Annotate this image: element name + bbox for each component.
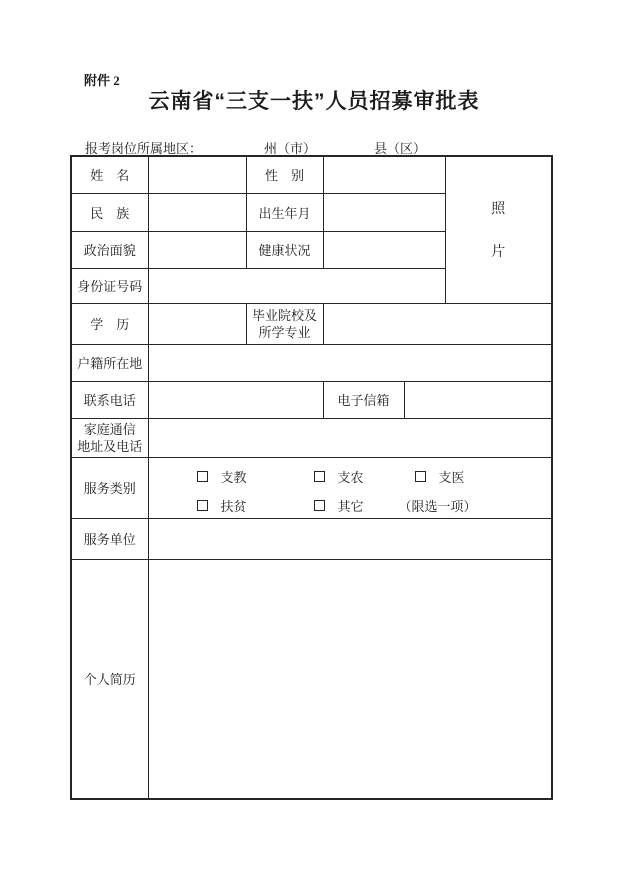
attachment-label: 附件 2: [84, 73, 120, 88]
health-status-value-cell: [323, 231, 445, 268]
table-row: [71, 381, 552, 418]
education-label: 学 历: [71, 303, 148, 344]
table-row: [71, 418, 552, 457]
checkbox-icon: [197, 500, 208, 511]
id-number-label: 身份证号码: [71, 268, 148, 303]
table-row: [71, 518, 552, 559]
name-value-cell: [148, 156, 246, 193]
household-registration-label: 户籍所在地: [71, 344, 148, 381]
contact-phone-value-cell: [148, 381, 323, 418]
email-value-cell: [404, 381, 552, 418]
option-fupin: [197, 496, 247, 515]
email-label: 电子信箱: [323, 381, 404, 418]
checkbox-icon: [415, 471, 426, 482]
service-unit-label: 服务单位: [71, 518, 148, 559]
birth-date-value-cell: [323, 193, 445, 231]
gender-label: 性 别: [246, 156, 323, 193]
health-status-label: 健康状况: [246, 231, 323, 268]
option-qita-label: 其它: [337, 499, 364, 514]
photo-placeholder: [446, 198, 552, 261]
region-prefix-label: 报考岗位所属地区：: [85, 141, 203, 156]
service-category-options-cell: [148, 457, 552, 518]
personal-resume-value-cell: [148, 559, 552, 799]
photo-cell: [445, 156, 552, 303]
checkbox-icon: [314, 471, 325, 482]
personal-resume-label: 个人简历: [71, 559, 148, 799]
option-zhinong-label: 支农: [337, 470, 364, 485]
graduate-school-label: 毕业院校及 所学专业: [246, 303, 323, 344]
home-address-value-cell: [148, 418, 552, 457]
table-row: [71, 457, 552, 518]
political-status-value-cell: [148, 231, 246, 268]
contact-phone-label: 联系电话: [71, 381, 148, 418]
household-registration-value-cell: [148, 344, 552, 381]
ethnicity-value-cell: [148, 193, 246, 231]
checkbox-icon: [197, 471, 208, 482]
id-number-value-cell: [148, 268, 445, 303]
region-county-label: 县（区）: [374, 141, 427, 156]
table-row: [71, 156, 552, 193]
ethnicity-label: 民 族: [71, 193, 148, 231]
checkbox-icon: [314, 500, 325, 511]
option-fupin-label: 扶贫: [220, 499, 247, 514]
photo-label-line2: 片: [491, 243, 506, 260]
home-address-label: 家庭通信 地址及电话: [71, 418, 148, 457]
education-value-cell: [148, 303, 246, 344]
gender-value-cell: [323, 156, 445, 193]
option-zhiyi-label: 支医: [438, 470, 465, 485]
service-unit-value-cell: [148, 518, 552, 559]
table-row: [71, 303, 552, 344]
service-limit-note: （限选一项）: [398, 499, 477, 514]
birth-date-label: 出生年月: [246, 193, 323, 231]
table-row: [71, 344, 552, 381]
photo-label-line1: 照: [491, 200, 506, 217]
application-form-table: [70, 155, 553, 800]
region-state-label: 州（市）: [264, 141, 317, 156]
region-line: [0, 138, 628, 156]
service-options-group: [149, 458, 552, 517]
table-row: [71, 559, 552, 799]
page-title: 云南省“三支一扶”人员招募审批表: [148, 90, 480, 113]
option-qita: [314, 496, 364, 515]
option-zhiyi: [415, 467, 465, 486]
option-zhijiao-label: 支教: [220, 470, 247, 485]
graduate-school-value-cell: [323, 303, 552, 344]
service-category-label: 服务类别: [71, 457, 148, 518]
option-zhinong: [314, 467, 364, 486]
political-status-label: 政治面貌: [71, 231, 148, 268]
option-zhijiao: [197, 467, 247, 486]
name-label: 姓 名: [71, 156, 148, 193]
